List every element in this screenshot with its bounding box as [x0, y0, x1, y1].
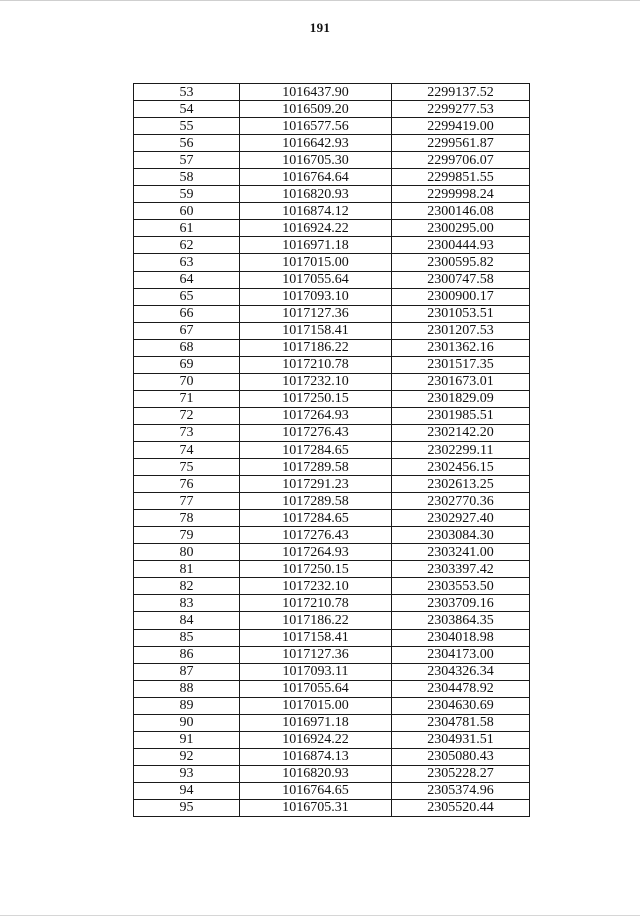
x-coordinate-cell: 1016924.22	[240, 731, 392, 748]
x-coordinate-cell: 1017093.11	[240, 663, 392, 680]
table-row	[134, 697, 530, 714]
y-coordinate-cell: 2301673.01	[392, 373, 530, 390]
y-coordinate-cell: 2302456.15	[392, 459, 530, 476]
table-row	[134, 101, 530, 118]
y-coordinate-cell: 2299998.24	[392, 186, 530, 203]
x-coordinate-cell: 1016820.93	[240, 186, 392, 203]
x-coordinate-cell: 1016437.90	[240, 84, 392, 101]
point-number-cell: 88	[134, 680, 240, 697]
point-number-cell: 86	[134, 646, 240, 663]
point-number-cell: 76	[134, 476, 240, 493]
point-number-cell: 95	[134, 799, 240, 816]
y-coordinate-cell: 2300295.00	[392, 220, 530, 237]
point-number-cell: 57	[134, 152, 240, 169]
table-row	[134, 629, 530, 646]
x-coordinate-cell: 1017291.23	[240, 476, 392, 493]
x-coordinate-cell: 1017210.78	[240, 356, 392, 373]
y-coordinate-cell: 2301829.09	[392, 390, 530, 407]
point-number-cell: 70	[134, 373, 240, 390]
y-coordinate-cell: 2301362.16	[392, 339, 530, 356]
x-coordinate-cell: 1017158.41	[240, 629, 392, 646]
y-coordinate-cell: 2299277.53	[392, 101, 530, 118]
x-coordinate-cell: 1016874.12	[240, 203, 392, 220]
x-coordinate-cell: 1016642.93	[240, 135, 392, 152]
y-coordinate-cell: 2300146.08	[392, 203, 530, 220]
x-coordinate-cell: 1016705.31	[240, 799, 392, 816]
y-coordinate-cell: 2304478.92	[392, 680, 530, 697]
point-number-cell: 89	[134, 697, 240, 714]
x-coordinate-cell: 1016874.13	[240, 748, 392, 765]
point-number-cell: 59	[134, 186, 240, 203]
y-coordinate-cell: 2303397.42	[392, 561, 530, 578]
x-coordinate-cell: 1017284.65	[240, 441, 392, 458]
coordinates-table	[133, 83, 530, 817]
table-row	[134, 254, 530, 271]
table-row	[134, 373, 530, 390]
x-coordinate-cell: 1017232.10	[240, 373, 392, 390]
x-coordinate-cell: 1016971.18	[240, 237, 392, 254]
point-number-cell: 65	[134, 288, 240, 305]
x-coordinate-cell: 1017186.22	[240, 612, 392, 629]
x-coordinate-cell: 1017015.00	[240, 697, 392, 714]
table-row	[134, 407, 530, 424]
y-coordinate-cell: 2301517.35	[392, 356, 530, 373]
table-row	[134, 680, 530, 697]
coordinates-table-body	[134, 84, 530, 817]
y-coordinate-cell: 2302299.11	[392, 441, 530, 458]
x-coordinate-cell: 1017289.58	[240, 493, 392, 510]
point-number-cell: 60	[134, 203, 240, 220]
point-number-cell: 75	[134, 459, 240, 476]
y-coordinate-cell: 2300444.93	[392, 237, 530, 254]
point-number-cell: 90	[134, 714, 240, 731]
page-bottom-edge	[0, 915, 640, 916]
y-coordinate-cell: 2302613.25	[392, 476, 530, 493]
y-coordinate-cell: 2304630.69	[392, 697, 530, 714]
x-coordinate-cell: 1017284.65	[240, 510, 392, 527]
table-row	[134, 305, 530, 322]
point-number-cell: 79	[134, 527, 240, 544]
y-coordinate-cell: 2303241.00	[392, 544, 530, 561]
x-coordinate-cell: 1016971.18	[240, 714, 392, 731]
point-number-cell: 91	[134, 731, 240, 748]
table-row	[134, 731, 530, 748]
x-coordinate-cell: 1016764.64	[240, 169, 392, 186]
table-row	[134, 493, 530, 510]
table-row	[134, 612, 530, 629]
point-number-cell: 67	[134, 322, 240, 339]
table-row	[134, 527, 530, 544]
y-coordinate-cell: 2304173.00	[392, 646, 530, 663]
point-number-cell: 56	[134, 135, 240, 152]
point-number-cell: 80	[134, 544, 240, 561]
x-coordinate-cell: 1016577.56	[240, 118, 392, 135]
y-coordinate-cell: 2303864.35	[392, 612, 530, 629]
point-number-cell: 62	[134, 237, 240, 254]
x-coordinate-cell: 1017264.93	[240, 544, 392, 561]
y-coordinate-cell: 2301053.51	[392, 305, 530, 322]
x-coordinate-cell: 1017276.43	[240, 527, 392, 544]
point-number-cell: 74	[134, 441, 240, 458]
point-number-cell: 55	[134, 118, 240, 135]
table-row	[134, 186, 530, 203]
x-coordinate-cell: 1017093.10	[240, 288, 392, 305]
y-coordinate-cell: 2305228.27	[392, 765, 530, 782]
x-coordinate-cell: 1016705.30	[240, 152, 392, 169]
table-row	[134, 782, 530, 799]
table-row	[134, 288, 530, 305]
table-row	[134, 663, 530, 680]
table-row	[134, 544, 530, 561]
y-coordinate-cell: 2300595.82	[392, 254, 530, 271]
y-coordinate-cell: 2302770.36	[392, 493, 530, 510]
y-coordinate-cell: 2302142.20	[392, 424, 530, 441]
table-row	[134, 561, 530, 578]
point-number-cell: 72	[134, 407, 240, 424]
y-coordinate-cell: 2305080.43	[392, 748, 530, 765]
x-coordinate-cell: 1016764.65	[240, 782, 392, 799]
y-coordinate-cell: 2303709.16	[392, 595, 530, 612]
point-number-cell: 85	[134, 629, 240, 646]
point-number-cell: 68	[134, 339, 240, 356]
table-row	[134, 271, 530, 288]
point-number-cell: 87	[134, 663, 240, 680]
y-coordinate-cell: 2300900.17	[392, 288, 530, 305]
table-row	[134, 459, 530, 476]
point-number-cell: 81	[134, 561, 240, 578]
y-coordinate-cell: 2305374.96	[392, 782, 530, 799]
table-row	[134, 220, 530, 237]
point-number-cell: 61	[134, 220, 240, 237]
x-coordinate-cell: 1017055.64	[240, 271, 392, 288]
x-coordinate-cell: 1017055.64	[240, 680, 392, 697]
table-row	[134, 714, 530, 731]
point-number-cell: 77	[134, 493, 240, 510]
table-row	[134, 424, 530, 441]
y-coordinate-cell: 2299419.00	[392, 118, 530, 135]
y-coordinate-cell: 2304781.58	[392, 714, 530, 731]
table-row	[134, 135, 530, 152]
table-row	[134, 765, 530, 782]
point-number-cell: 92	[134, 748, 240, 765]
x-coordinate-cell: 1017158.41	[240, 322, 392, 339]
table-row	[134, 322, 530, 339]
y-coordinate-cell: 2304326.34	[392, 663, 530, 680]
point-number-cell: 66	[134, 305, 240, 322]
y-coordinate-cell: 2299137.52	[392, 84, 530, 101]
point-number-cell: 83	[134, 595, 240, 612]
x-coordinate-cell: 1017015.00	[240, 254, 392, 271]
table-row	[134, 799, 530, 816]
point-number-cell: 84	[134, 612, 240, 629]
point-number-cell: 94	[134, 782, 240, 799]
x-coordinate-cell: 1017232.10	[240, 578, 392, 595]
point-number-cell: 69	[134, 356, 240, 373]
y-coordinate-cell: 2303084.30	[392, 527, 530, 544]
table-row	[134, 118, 530, 135]
point-number-cell: 53	[134, 84, 240, 101]
x-coordinate-cell: 1017250.15	[240, 390, 392, 407]
point-number-cell: 73	[134, 424, 240, 441]
y-coordinate-cell: 2302927.40	[392, 510, 530, 527]
point-number-cell: 63	[134, 254, 240, 271]
table-row	[134, 84, 530, 101]
page-number: 191	[309, 20, 331, 35]
x-coordinate-cell: 1017276.43	[240, 424, 392, 441]
point-number-cell: 58	[134, 169, 240, 186]
y-coordinate-cell: 2305520.44	[392, 799, 530, 816]
point-number-cell: 82	[134, 578, 240, 595]
table-row	[134, 646, 530, 663]
y-coordinate-cell: 2299851.55	[392, 169, 530, 186]
table-row	[134, 390, 530, 407]
point-number-cell: 93	[134, 765, 240, 782]
y-coordinate-cell: 2303553.50	[392, 578, 530, 595]
point-number-cell: 54	[134, 101, 240, 118]
x-coordinate-cell: 1017289.58	[240, 459, 392, 476]
y-coordinate-cell: 2304931.51	[392, 731, 530, 748]
x-coordinate-cell: 1016820.93	[240, 765, 392, 782]
y-coordinate-cell: 2299561.87	[392, 135, 530, 152]
point-number-cell: 64	[134, 271, 240, 288]
x-coordinate-cell: 1017127.36	[240, 646, 392, 663]
table-row	[134, 748, 530, 765]
y-coordinate-cell: 2301207.53	[392, 322, 530, 339]
point-number-cell: 78	[134, 510, 240, 527]
x-coordinate-cell: 1016509.20	[240, 101, 392, 118]
x-coordinate-cell: 1017210.78	[240, 595, 392, 612]
table-row	[134, 595, 530, 612]
y-coordinate-cell: 2304018.98	[392, 629, 530, 646]
table-row	[134, 510, 530, 527]
y-coordinate-cell: 2301985.51	[392, 407, 530, 424]
table-row	[134, 356, 530, 373]
table-row	[134, 441, 530, 458]
table-row	[134, 169, 530, 186]
table-row	[134, 476, 530, 493]
x-coordinate-cell: 1017264.93	[240, 407, 392, 424]
y-coordinate-cell: 2299706.07	[392, 152, 530, 169]
y-coordinate-cell: 2300747.58	[392, 271, 530, 288]
page-top-edge	[0, 0, 640, 1]
x-coordinate-cell: 1017186.22	[240, 339, 392, 356]
table-row	[134, 237, 530, 254]
point-number-cell: 71	[134, 390, 240, 407]
table-row	[134, 578, 530, 595]
x-coordinate-cell: 1016924.22	[240, 220, 392, 237]
table-row	[134, 203, 530, 220]
table-row	[134, 339, 530, 356]
x-coordinate-cell: 1017250.15	[240, 561, 392, 578]
table-row	[134, 152, 530, 169]
x-coordinate-cell: 1017127.36	[240, 305, 392, 322]
